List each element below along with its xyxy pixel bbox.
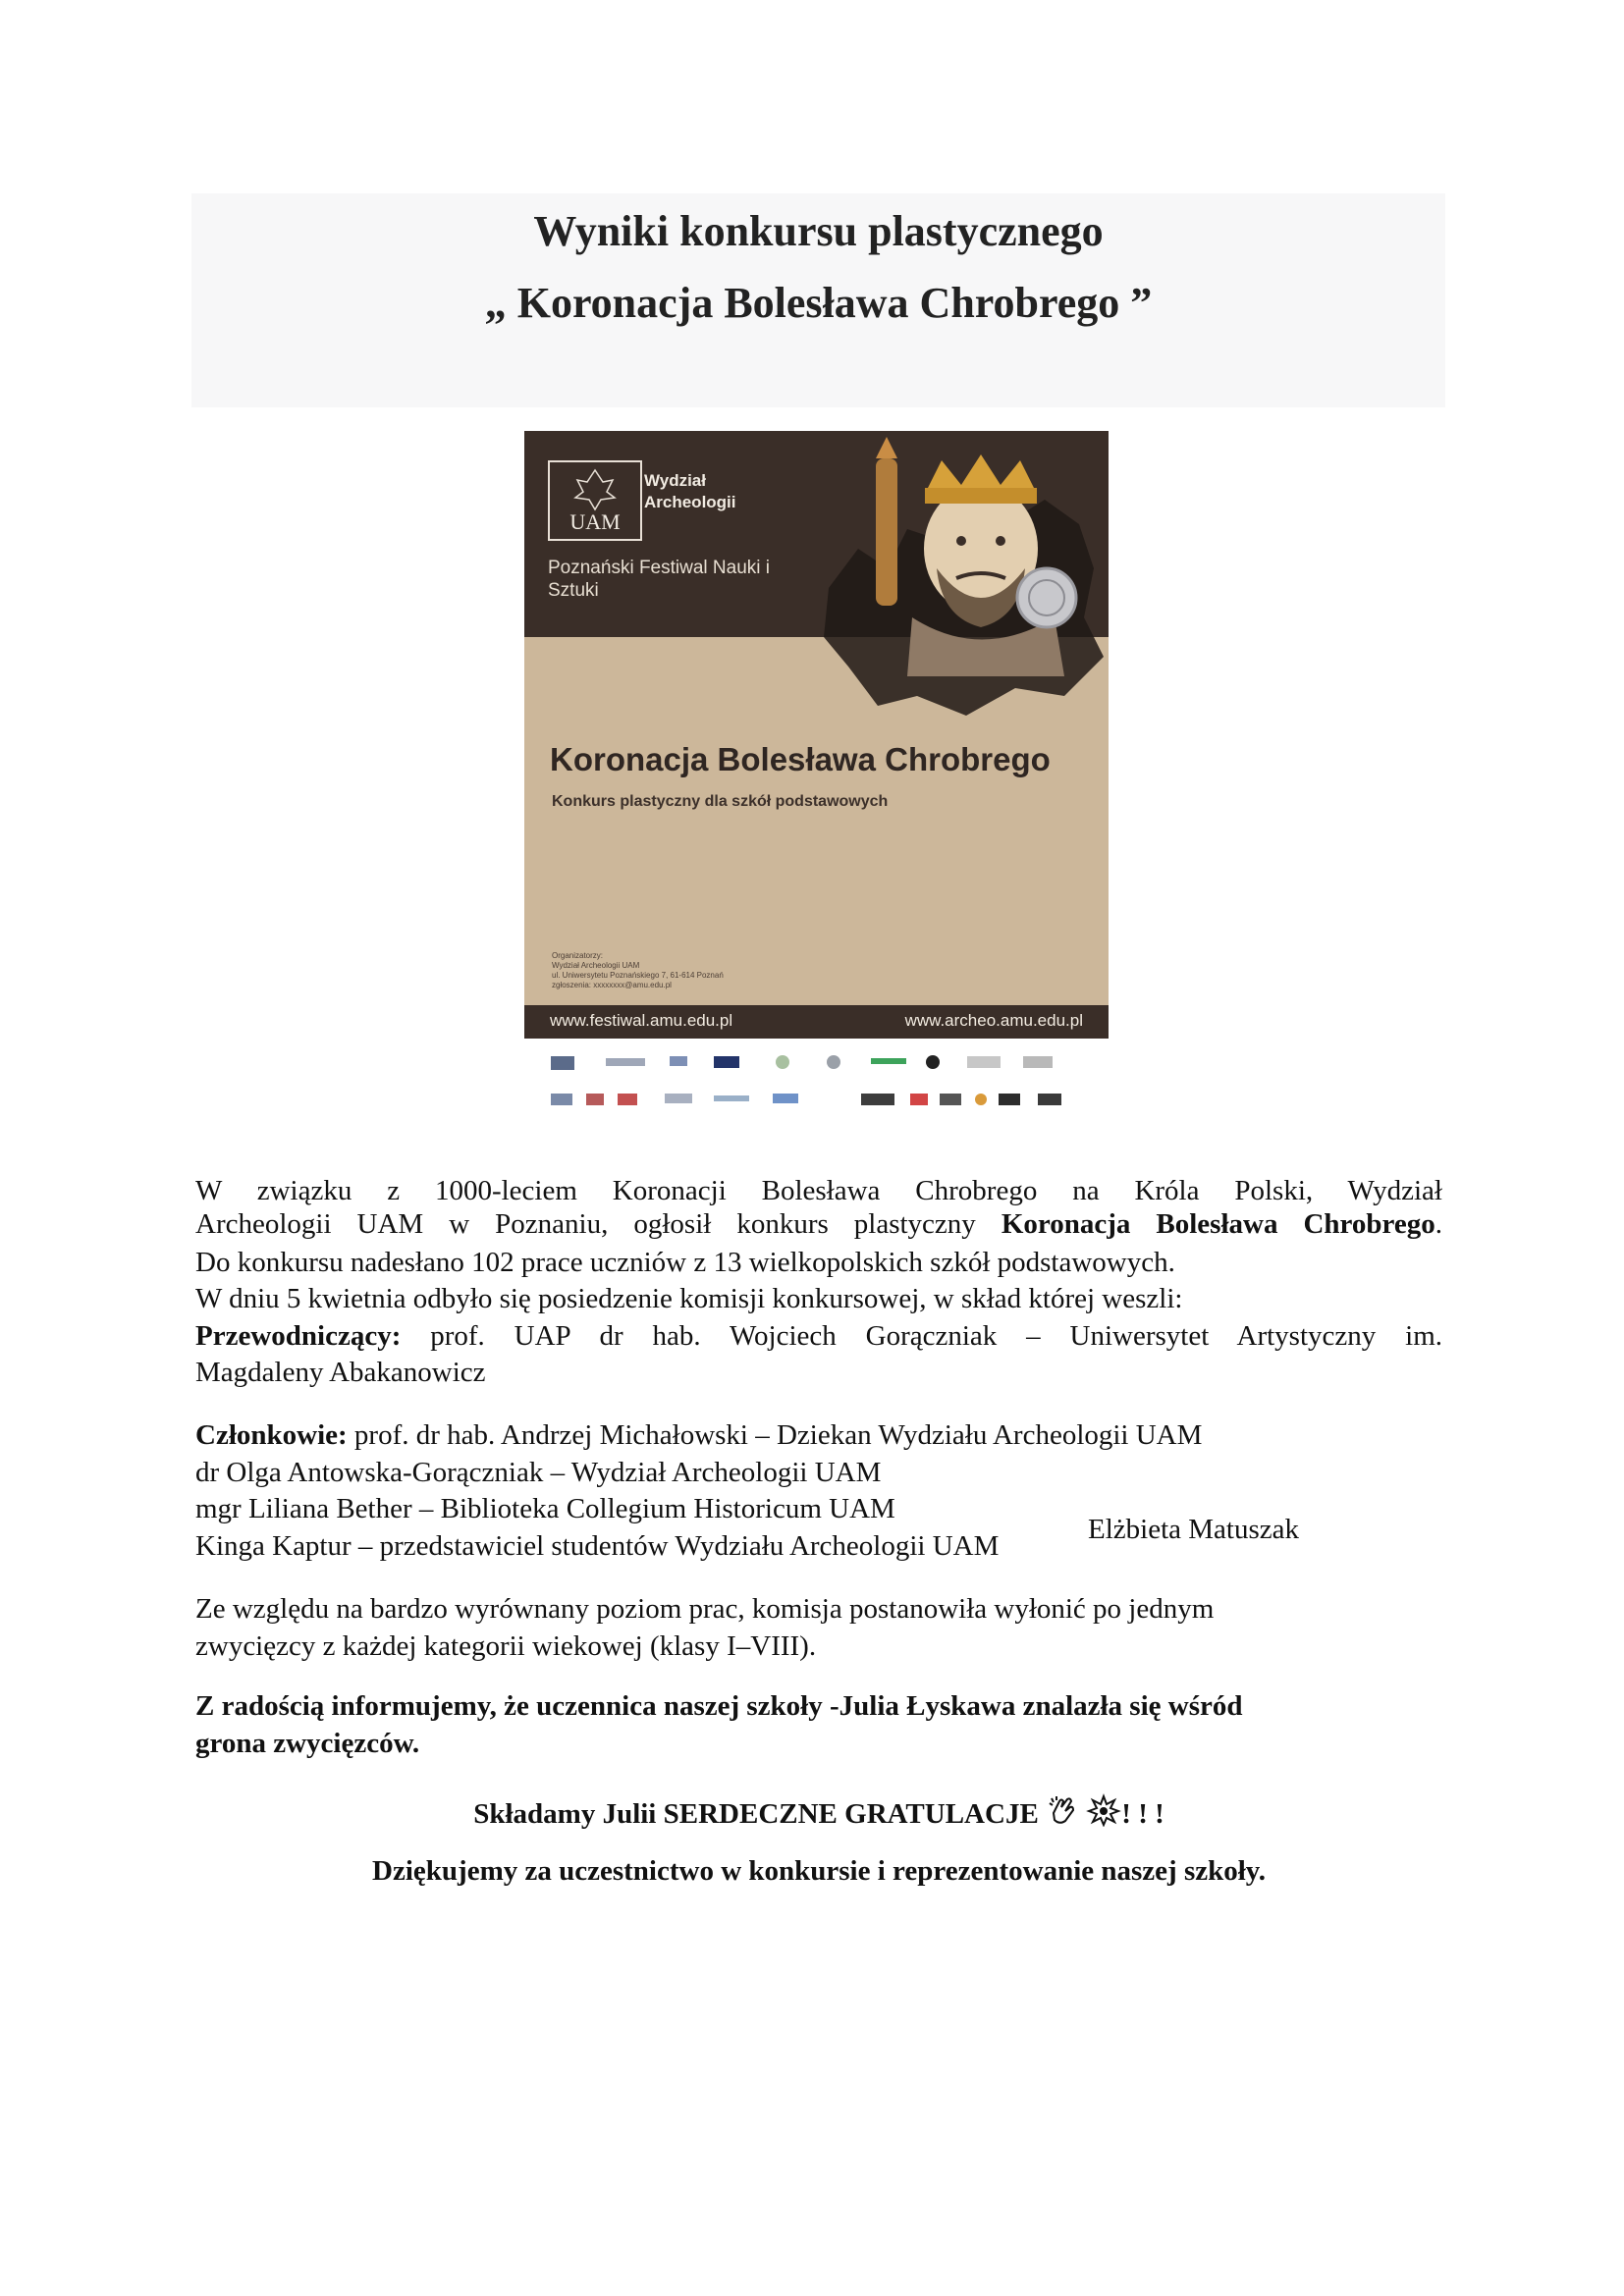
organizers-line: ul. Uniwersytetu Poznańskiego 7, 61-614 Poznań: [552, 971, 724, 980]
member-item: Kinga Kaptur – przedstawiciel studentów Wydziału Archeologii UAM: [195, 1530, 1000, 1562]
uam-logo-text: UAM: [569, 509, 621, 534]
congrats-text: Składamy Julii SERDECZNE GRATULACJE: [473, 1798, 1039, 1830]
paragraph-line: [195, 1419, 1442, 1452]
clapping-hands-icon: [1046, 1793, 1079, 1835]
poster-faculty: Wydział Archeologii: [644, 471, 736, 511]
poster-url-right: www.archeo.amu.edu.pl: [904, 1011, 1083, 1030]
member-item: dr Olga Antowska-Gorączniak – Wydział Archeologii UAM: [195, 1457, 882, 1488]
announcement-bold: Z radością informujemy, że uczennica naszej szkoły -Julia Łyskawa znalazła się wśród: [195, 1690, 1243, 1722]
text-run: Archeologii UAM w Poznaniu, ogłosił konkurs plastyczny: [195, 1208, 976, 1240]
paragraph-line: W dniu 5 kwietnia odbyło się posiedzenie komisji konkursowej, w skład której weszli:: [195, 1283, 1183, 1314]
paragraph-line: [195, 1728, 1442, 1760]
announcement-bold: grona zwycięzców.: [195, 1728, 420, 1759]
poster-festival: Poznański Festiwal Nauki i Sztuki: [548, 558, 770, 601]
organizers-line: Wydział Archeologii UAM: [552, 961, 640, 970]
paragraph-line: [195, 1208, 1442, 1241]
chair-text: prof. UAP dr hab. Wojciech Gorączniak – Uniwersytet Artystyczny im.: [430, 1320, 1442, 1352]
thanks-text: Dziękujemy za uczestnictwo w konkursie i reprezentowanie naszej szkoły.: [372, 1855, 1266, 1887]
organizers-line: zgłoszenia: xxxxxxxx@amu.edu.pl: [552, 981, 672, 989]
paragraph-line: Magdaleny Abakanowicz: [195, 1357, 486, 1388]
chair-label: Przewodniczący:: [195, 1320, 402, 1352]
paragraph-line: W związku z 1000-leciem Koronacji Bolesława Chrobrego na Króla Polski, Wydział: [195, 1175, 1442, 1206]
member-item: prof. dr hab. Andrzej Michałowski – Dziekan Wydziału Archeologii UAM: [353, 1419, 1203, 1451]
poster-subheading: Konkurs plastyczny dla szkół podstawowych: [552, 793, 889, 810]
poster-url-left: www.festiwal.amu.edu.pl: [550, 1011, 733, 1030]
poster-footer: [524, 1005, 1109, 1039]
members-label: Członkowie:: [195, 1419, 348, 1451]
title-box: [191, 193, 1445, 407]
contest-name-bold: Koronacja Bolesława Chrobrego: [1001, 1208, 1435, 1240]
paragraph-line: Ze względu na bardzo wyrównany poziom prac, komisja postanowiła wyłonić po jednym: [195, 1593, 1215, 1625]
page-title-line-1: Wyniki konkursu plastycznego: [533, 207, 1104, 255]
king-portrait-illustration: [819, 431, 1109, 725]
page-title-line-2: „ Koronacja Bolesława Chrobrego ”: [484, 279, 1153, 327]
congratulations-line: [195, 1793, 1442, 1835]
paragraph-line: zwycięzcy z każdej kategorii wiekowej (klasy I–VIII).: [195, 1630, 817, 1662]
poster-heading: Koronacja Bolesława Chrobrego: [550, 741, 1051, 777]
text-run: .: [1435, 1208, 1442, 1240]
sparkle-flower-icon: [1086, 1793, 1121, 1835]
paragraph-line: [195, 1320, 1442, 1353]
paragraph-line: [195, 1690, 1442, 1723]
signature: Elżbieta Matuszak: [1088, 1514, 1299, 1545]
poster-organizers: [552, 951, 724, 990]
organizers-line: Organizatorzy:: [552, 951, 604, 960]
contest-poster: [524, 431, 1109, 1039]
member-item: mgr Liliana Bether – Biblioteka Collegium Historicum UAM: [195, 1493, 895, 1524]
paragraph-line: Do konkursu nadesłano 102 prace uczniów z 13 wielkopolskich szkół podstawowych.: [195, 1247, 1175, 1278]
thanks-line: [195, 1855, 1442, 1888]
uam-logo: [548, 460, 642, 541]
sponsor-logos-strip: [547, 1042, 1092, 1121]
exclamation-marks: ! ! !: [1121, 1798, 1164, 1830]
